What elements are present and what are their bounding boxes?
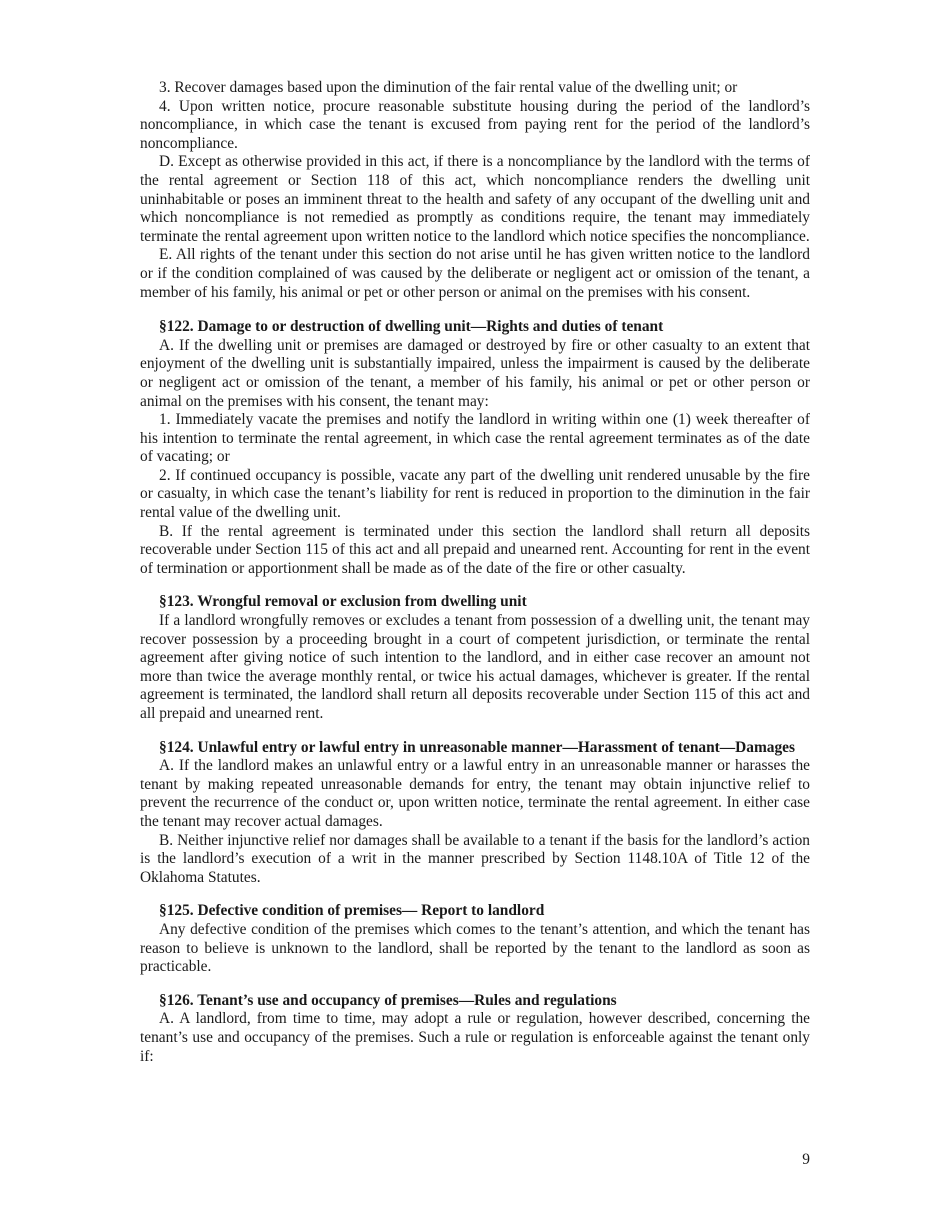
page-number: 9 bbox=[802, 1151, 810, 1168]
section-125 bbox=[140, 902, 810, 976]
section-heading: §123. Wrongful removal or exclusion from dwelling unit bbox=[159, 593, 527, 611]
section-paragraph: 2. If continued occupancy is possible, vacate any part of the dwelling unit rendered unusable by the fire or casualty, in which case the tenant’s liability for rent is reduced in proportion to the diminution in the fair rental value of the dwelling unit. bbox=[140, 466, 810, 522]
section-paragraph: A. A landlord, from time to time, may adopt a rule or regulation, however described, concerning the tenant’s use and occupancy of the premises. Such a rule or regulation is enforceable against the tenant only if: bbox=[140, 1010, 810, 1065]
document-page bbox=[140, 79, 810, 1066]
section-paragraph: B. Neither injunctive relief nor damages shall be available to a tenant if the basis for the landlord’s action is the landlord’s execution of a writ in the manner prescribed by Section 1148.10A of Title 12 of the Oklahoma Statutes. bbox=[140, 831, 810, 886]
section-heading: §122. Damage to or destruction of dwelling unit—Rights and duties of tenant bbox=[159, 318, 664, 336]
section-122 bbox=[140, 318, 810, 578]
section-123 bbox=[140, 593, 810, 723]
intro-paragraph-1: 3. Recover damages based upon the diminution of the fair rental value of the dwelling unit; or bbox=[159, 79, 738, 96]
section-126 bbox=[140, 992, 810, 1066]
section-paragraph: If a landlord wrongfully removes or excludes a tenant from possession of a dwelling unit, the tenant may recover possession by a proceeding brought in a court of competent jurisdiction, or terminate the rental agreement after giving notice of such intention to the landlord, and in either case recover an amount not more than twice the average monthly rental, or twice his actual damages, whichever is greater. If the rental agreement is terminated, the landlord shall return all deposits recoverable under Section 115 of this act and all prepaid and unearned rent. bbox=[140, 612, 810, 722]
intro-paragraph-4: E. All rights of the tenant under this section do not arise until he has given written notice to the landlord or if the condition complained of was caused by the deliberate or negligent act or omission of the tenant, a member of his family, his animal or pet or other person or animal on the premises with his consent. bbox=[140, 246, 810, 301]
intro-paragraph-2: 4. Upon written notice, procure reasonable substitute housing during the period of the landlord’s noncompliance, in which case the tenant is excused from paying rent for the period of the landlord’s noncompliance. bbox=[140, 97, 810, 152]
section-paragraph: B. If the rental agreement is terminated under this section the landlord shall return all deposits recoverable under Section 115 of this act and all prepaid and unearned rent. Accounting for rent in the event of termination or apportionment shall be made as of the date of the fire or other casualty. bbox=[140, 522, 810, 577]
section-124 bbox=[140, 739, 810, 888]
section-paragraph: Any defective condition of the premises which comes to the tenant’s attention, and which the tenant has reason to believe is unknown to the landlord, shall be reported by the tenant to the landlord as soon as practicable. bbox=[140, 920, 810, 976]
section-paragraph: A. If the dwelling unit or premises are damaged or destroyed by fire or other casualty to an extent that enjoyment of the dwelling unit is substantially impaired, unless the impairment is caused by the deliberate or negligent act or omission of the tenant, a member of his family, his animal or pet or other person or animal on the premises with his consent, the tenant may: bbox=[140, 336, 810, 410]
section-paragraph: 1. Immediately vacate the premises and notify the landlord in writing within one (1) week thereafter of his intention to terminate the rental agreement, in which case the rental agreement terminates as of the date of vacating; or bbox=[140, 411, 810, 466]
section-heading: §125. Defective condition of premises— Report to landlord bbox=[159, 902, 545, 920]
intro-paragraph-3: D. Except as otherwise provided in this act, if there is a noncompliance by the landlord with the terms of the rental agreement or Section 118 of this act, which noncompliance renders the dwelling unit uninhabitable or poses an imminent threat to the health and safety of any occupant of the dwelling unit and which noncompliance is not remedied as promptly as conditions require, the tenant may immediately terminate the rental agreement upon written notice to the landlord which notice specifies the noncompliance. bbox=[140, 153, 810, 245]
section-heading: §126. Tenant’s use and occupancy of premises—Rules and regulations bbox=[159, 991, 617, 1009]
section-paragraph: A. If the landlord makes an unlawful entry or a lawful entry in an unreasonable manner or harasses the tenant by making repeated unreasonable demands for entry, the tenant may obtain injunctive relief to prevent the recurrence of the conduct or, upon written notice, terminate the rental agreement. In either case the tenant may recover actual damages. bbox=[140, 757, 810, 830]
section-heading: §124. Unlawful entry or lawful entry in unreasonable manner—Harassment of tenant—Damages bbox=[159, 738, 795, 756]
